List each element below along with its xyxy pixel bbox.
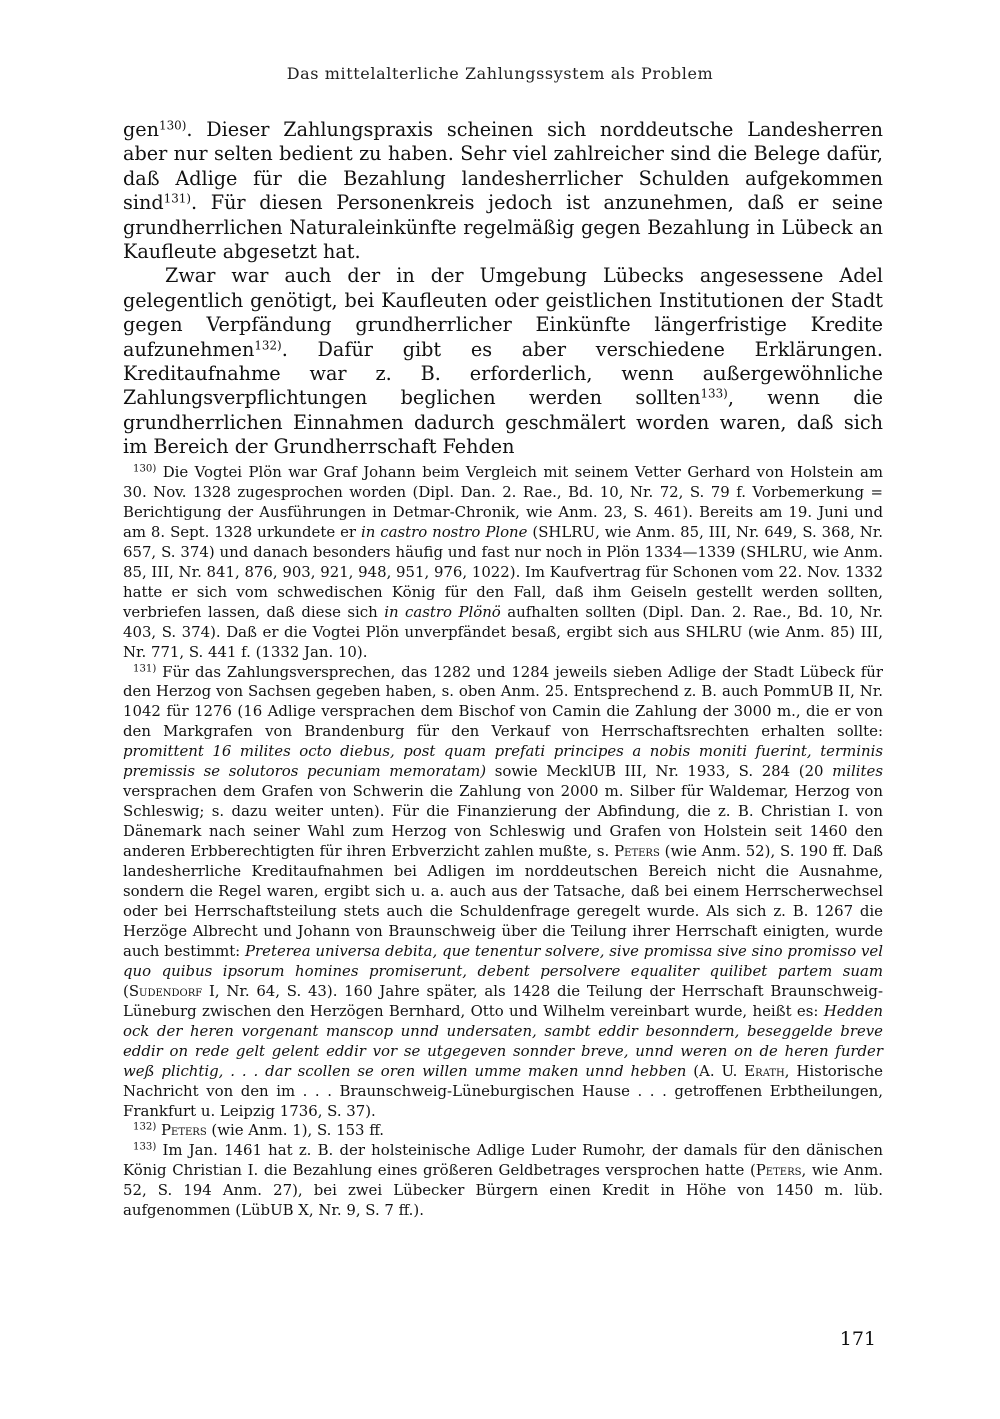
- small-caps-text: Erath: [744, 1061, 785, 1080]
- text-run: (wie Anm. 1), S. 153 ff.: [206, 1121, 385, 1140]
- running-head: Das mittelalterliche Zahlungssystem als Problem: [286, 64, 714, 83]
- paragraph: [123, 264, 883, 459]
- small-caps-text: SHLRU: [685, 622, 743, 641]
- small-caps-text: SHLRU: [746, 542, 803, 561]
- text-run: Im Jan. 1461 hat z. B. der holsteinische Adlige Luder Rumohr, der damals für den dänischen König Christian I. die Bezahlung eines größeren Geldbetrages versprochen hatte (: [123, 1141, 883, 1180]
- italic-text: promittent 16 milites octo diebus, post quam prefati principes a nobis moniti fuerint, terminis premissis se solutoros pecuniam memoratam): [123, 742, 883, 781]
- text-run: , wie Anm. 85, III, Nr. 649, S. 368, Nr. 657, S. 374) und danach besonders häufig und fast nur noch in Plön 1334—1339 (: [123, 522, 883, 561]
- footnote: [123, 463, 883, 663]
- text-run: (A. U.: [686, 1061, 745, 1080]
- footnote-reference: 133): [700, 386, 728, 401]
- text-run: Zwar war auch der in der Umgebung Lübecks angesessene Adel gelegentlich genötigt, bei Kaufleuten oder geistlichen Institutionen der Stadt gegen Verpfändung grundherrlicher Einkünfte längerfristige Kredite aufzunehmen: [123, 264, 883, 361]
- paragraph: [123, 118, 883, 264]
- text-run: (: [527, 522, 539, 541]
- small-caps-text: Sudendorf: [128, 981, 203, 1000]
- footnote-number: 131): [133, 662, 157, 674]
- italic-text: Preterea universa debita, que tenentur solvere, sive promissa sive sino promisso vel quo quibus ipsorum homines promiserunt, debent persolvere equaliter quilibet partem suam: [123, 941, 883, 980]
- footnote-reference: 131): [163, 191, 191, 206]
- text-run: . Für diesen Personenkreis jedoch ist anzunehmen, daß er seine grundherrlichen Naturaleinkünfte regelmäßig gegen Bezahlung in Lübeck an Kaufleute abgesetzt hat.: [123, 191, 883, 264]
- page-number: 171: [839, 1328, 876, 1350]
- main-text: [123, 118, 883, 460]
- text-run: I, Nr. 64, S. 43). 160 Jahre später, als 1428 die Teilung der Herrschaft Braunschweig-Lüneburg zwischen den Herzögen Bernhard, Otto und Wilhelm vereinbart wurde, heißt es:: [123, 981, 883, 1020]
- footnote-number: 132): [133, 1121, 157, 1133]
- italic-text: in castro Plönö: [384, 602, 501, 621]
- text-run: (wie Anm. 85) III, Nr. 771, S. 441 f. (1332 Jan. 10).: [123, 622, 883, 661]
- italic-text: Hedden ock der heren vorgenant manscop unnd undersaten, sambt eddir besonndern, beseggelde breve eddir on rede gelt gelent eddir vor se utgegeven sonnder breve, unnd weren on de heren furder weß plichtig, . . . dar scollen se oren willen umme maken unnd hebben: [123, 1001, 883, 1080]
- small-caps-text: SHLRU: [538, 522, 596, 541]
- text-run: (: [123, 981, 129, 1000]
- text-run: Für das Zahlungsversprechen, das 1282 und 1284 jeweils sieben Adlige der Stadt Lübeck für den Herzog von Sachsen gegeben haben, s. oben Anm. 25. Entsprechend z. B. auch PommUB II, Nr. 1042 für 1276 (16 Adlige versprachen dem Bischof von Camin die Zahlung der 3000 m., die er von den Markgrafen von Brandenburg für den Verkauf von Herrschaftsrechten erhalten sollte:: [123, 662, 883, 741]
- text-run: sowie MecklUB III, Nr. 1933, S. 284 (20: [486, 762, 833, 781]
- italic-text: milites: [832, 762, 883, 781]
- text-run: . Dafür gibt es aber verschiedene Erklärungen. Kreditaufnahme war z. B. erforderlich, wenn außergewöhnliche Zahlungsverpflichtungen beglichen werden sollten: [123, 337, 883, 410]
- text-run: . Dieser Zahlungspraxis scheinen sich norddeutsche Landesherren aber nur selten bedient zu haben. Sehr viel zahlreicher sind die Belege dafür, daß Adlige für die Bezahlung landesherrlicher Schulden aufgekommen sind: [123, 118, 883, 215]
- footnotes: [123, 463, 883, 1221]
- footnote: [123, 1121, 883, 1141]
- footnote-number: 133): [133, 1141, 157, 1153]
- text-run: (wie Anm. 52), S. 190 ff. Daß landesherrliche Kreditaufnahmen bei Adligen im norddeutschen Bereich nicht die Ausnahme, sondern die Regel waren, ergibt sich u. a. auch aus der Tatsache, daß bei einem Herrscherwechsel oder bei Herrschaftsteilung stets auch die Schuldenfrage geregelt wurde. Als sich z. B. 1267 die Herzöge Albrecht und Johann von Braunschweig über die Teilung ihrer Herrschaft einigten, wurde auch bestimmt:: [123, 842, 883, 960]
- text-run: , wie Anm. 52, S. 194 Anm. 27), bei zwei Lübecker Bürgern einen Kredit in Höhe von 1450 m. lüb. aufgenommen (LübUB X, Nr. 9, S. 7 ff.).: [123, 1161, 883, 1220]
- small-caps-text: Peters: [755, 1161, 802, 1180]
- text-run: , wie Anm. 85, III, Nr. 841, 876, 903, 921, 948, 951, 976, 1022). Im Kaufvertrag für Schonen vom 22. Nov. 1332 hatte er sich vom schwedischen König für den Fall, daß ihm Geiseln gestellt werden sollten, verbriefen lassen, daß diese sich: [123, 542, 883, 621]
- text-run: , Historische Nachricht von den im . . . Braunschweig-Lüneburgischen Hause . . . getroffenen Erbtheilungen, Frankfurt u. Leipzig 1736, S. 37).: [123, 1061, 883, 1120]
- small-caps-text: Peters: [161, 1121, 207, 1140]
- text-run: versprachen dem Grafen von Schwerin die Zahlung von 2000 m. Silber für Waldemar, Herzog von Schleswig; s. dazu weiter unten). Für die Finanzierung der Abfindung, die z. B. Christian I. von Dänemark nach seiner Wahl zum Herzog von Schleswig und Grafen von Holstein seit 1460 den anderen Erbberechtigten für ihren Erbverzicht zahlen mußte, s.: [123, 782, 883, 861]
- footnote-number: 130): [133, 463, 157, 475]
- footnote-reference: 132): [254, 338, 282, 353]
- text-run: gen: [123, 118, 159, 141]
- small-caps-text: Peters: [614, 842, 660, 861]
- text-run: , wenn die grundherrlichen Einnahmen dadurch geschmälert worden waren, daß sich im Bereich der Grundherrschaft Fehden: [123, 386, 883, 459]
- text-run: aufhalten sollten (Dipl. Dan. 2. Rae., Bd. 10, Nr. 403, S. 374). Daß er die Vogtei Plön unverpfändet besaß, ergibt sich aus: [123, 602, 883, 641]
- footnote: [123, 663, 883, 1122]
- footnote-reference: 130): [159, 118, 187, 133]
- italic-text: in castro nostro Plone: [360, 522, 528, 541]
- footnote: [123, 1141, 883, 1221]
- text-run: Die Vogtei Plön war Graf Johann beim Vergleich mit seinem Vetter Gerhard von Holstein am 30. Nov. 1328 zugesprochen worden (Dipl. Dan. 2. Rae., Bd. 10, Nr. 72, S. 79 f. Vorbemerkung = Berichtigung der Ausführungen in Detmar-Chronik, wie Anm. 23, S. 461). Bereits am 19. Juni und am 8. Sept. 1328 urkundete er: [123, 463, 883, 541]
